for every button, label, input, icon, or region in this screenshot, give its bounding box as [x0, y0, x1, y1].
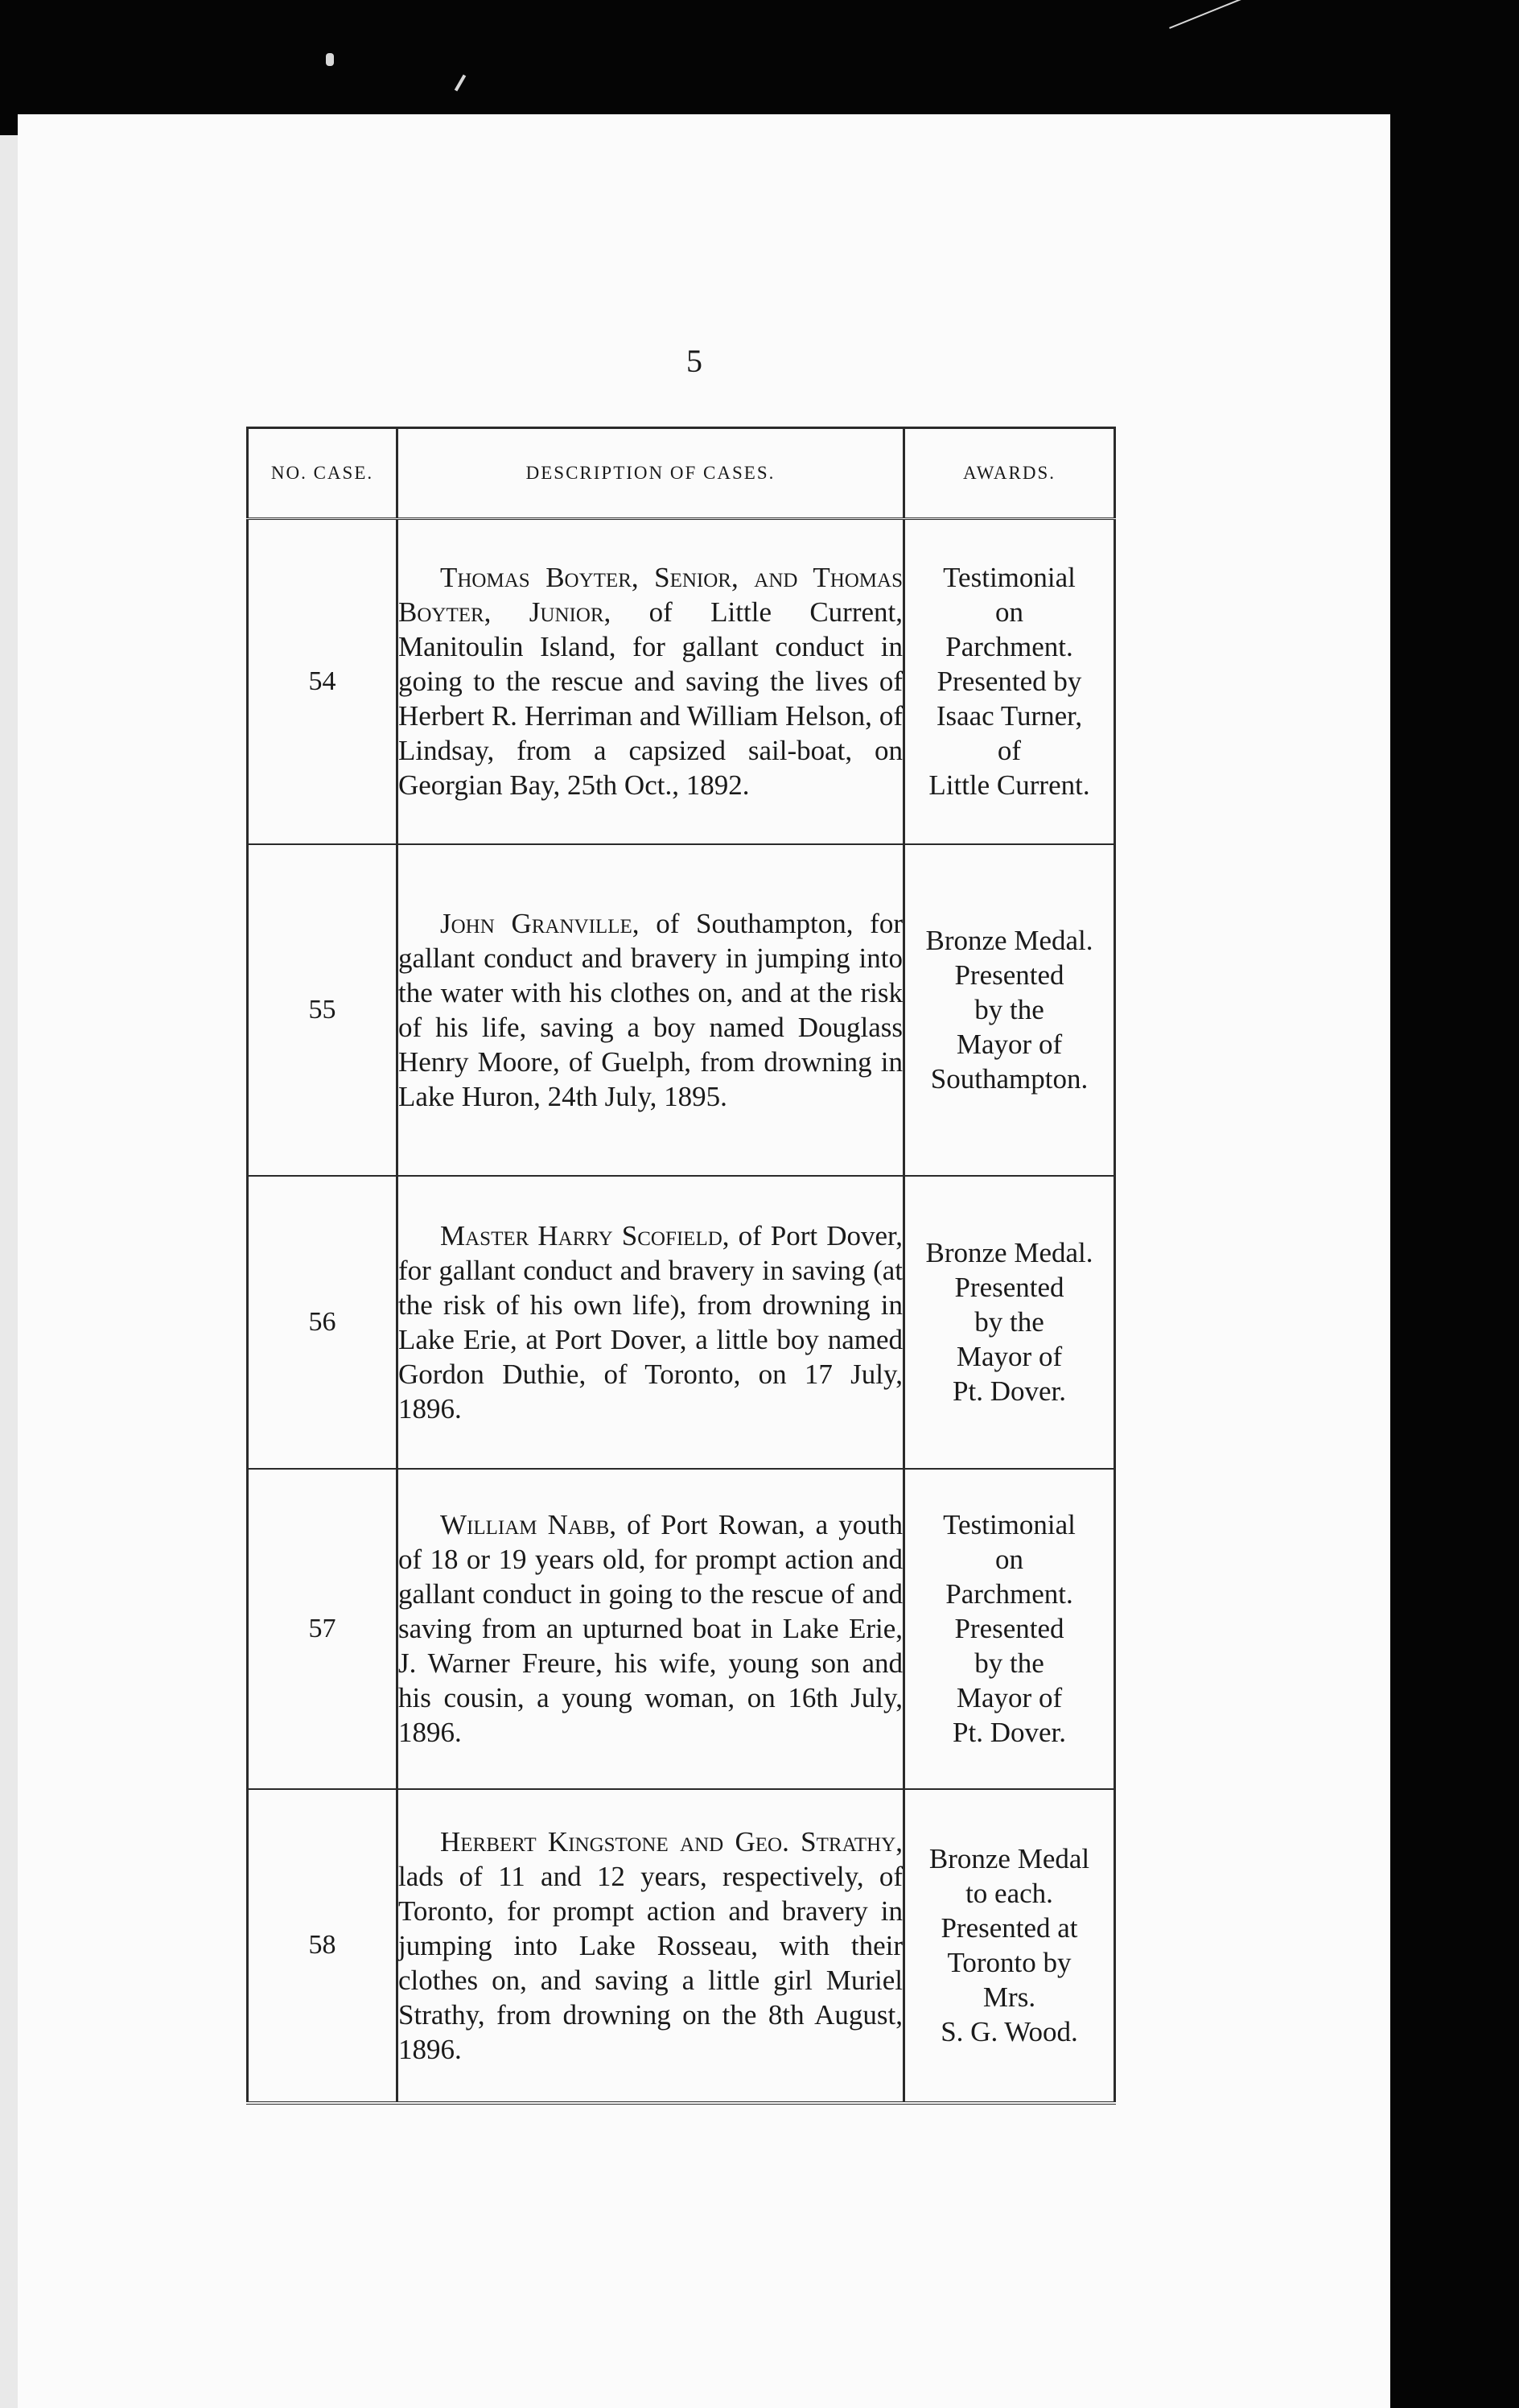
rescuer-name: Herbert Kingstone and Geo. Strathy, — [440, 1825, 903, 1858]
case-description-text: of Little Current, Manitoulin Island, for gallant conduct in going to the rescue and saving the lives of Herbert R. Herriman and William Helson, of Lindsay, from a capsized sail-boat, on Georgian Bay, 25th Oct., 1892. — [398, 596, 904, 802]
award-line: by the — [974, 1306, 1044, 1338]
award-line: on — [995, 1544, 1023, 1575]
header-awards: AWARDS. — [904, 428, 1115, 519]
header-description: DESCRIPTION OF CASES. — [397, 428, 904, 519]
award-line: Presented by — [937, 666, 1082, 698]
awards-table — [246, 427, 1116, 2105]
award-line: Testimonial — [943, 562, 1076, 594]
award-line: Parchment. — [945, 631, 1073, 663]
table-row — [248, 1789, 1115, 2103]
award-line: Little Current. — [928, 769, 1090, 802]
award-line: Mayor of — [956, 1341, 1063, 1372]
award-line: Southampton. — [930, 1063, 1089, 1095]
award-line: Bronze Medal — [928, 1843, 1090, 1874]
rescuer-name: John Granville, — [440, 907, 640, 939]
award-line: by the — [974, 1647, 1044, 1679]
case-number: 57 — [248, 1469, 397, 1789]
previous-page-edge — [0, 135, 18, 2408]
page-number: 5 — [686, 343, 702, 379]
award-line: Mrs. — [982, 1981, 1036, 2013]
award-line: Presented — [954, 1272, 1064, 1303]
award-line: Isaac Turner, — [936, 700, 1083, 732]
award-line: Pt. Dover. — [953, 1717, 1066, 1748]
rescuer-name: Master Harry Scofield, — [440, 1219, 730, 1251]
award-line: Mayor of — [956, 1682, 1063, 1713]
case-description-text: of Port Rowan, a youth of 18 or 19 years old, for prompt action and gallant conduct in going to the rescue of and saving from an upturned boat in Lake Erie, J. Warner Freure, his wife, young son and his cousin, a young woman, on 16th July, 1896. — [398, 1509, 903, 1748]
award-line: on — [995, 596, 1023, 629]
award-line: S. G. Wood. — [941, 2016, 1078, 2047]
table-row — [248, 519, 1115, 844]
table-row — [248, 844, 1115, 1176]
award-line: Pt. Dover. — [953, 1375, 1066, 1407]
award-cell — [904, 1469, 1115, 1789]
case-description-text: lads of 11 and 12 years, respectively, of Toronto, for prompt action and bravery in jumping into Lake Rosseau, with their clothes on, and saving a little girl Muriel Strathy, from drowning on the 8th August, 1896. — [398, 1860, 903, 2065]
scan-scratch — [1169, 0, 1241, 29]
award-line: Parchment. — [945, 1578, 1073, 1610]
award-cell — [904, 1789, 1115, 2103]
case-description-text: of Port Dover, for gallant conduct and bravery in saving (at the risk of his own life), from drowning in Lake Erie, at Port Dover, a little boy named Gordon Duthie, of Toronto, on 17 July, 1896. — [398, 1219, 904, 1425]
case-description — [397, 844, 904, 1176]
rescuer-name: William Nabb, — [440, 1509, 617, 1540]
table-row — [248, 1469, 1115, 1789]
rescuer-name: Thomas Boyter, Senior, and Thomas Boyter, Junior, — [398, 562, 903, 629]
scan-speck — [455, 74, 466, 91]
case-description — [397, 1176, 904, 1469]
case-description-text: of Southampton, for gallant conduct and bravery in jumping into the water with his clothes on, and at the risk of his life, saving a boy named Douglass Henry Moore, of Guelph, from drowning in Lake Huron, 24th July, 1895. — [398, 907, 903, 1112]
award-cell — [904, 844, 1115, 1176]
award-line: of — [997, 735, 1022, 767]
case-number: 56 — [248, 1176, 397, 1469]
award-cell — [904, 1176, 1115, 1469]
case-number: 55 — [248, 844, 397, 1176]
case-number: 58 — [248, 1789, 397, 2103]
award-line: to each. — [965, 1878, 1053, 1909]
award-line: Mayor of — [956, 1029, 1063, 1060]
award-line: Presented at — [941, 1912, 1078, 1944]
header-case-number: NO. CASE. — [248, 428, 397, 519]
award-line: by the — [974, 994, 1044, 1025]
scan-speck — [326, 53, 334, 66]
award-line: Bronze Medal. — [925, 1237, 1093, 1268]
award-line: Toronto by — [947, 1947, 1072, 1978]
award-line: Testimonial — [943, 1509, 1076, 1540]
table-row — [248, 1176, 1115, 1469]
case-description — [397, 1789, 904, 2103]
award-cell — [904, 519, 1115, 844]
case-description — [397, 1469, 904, 1789]
award-line: Presented — [954, 959, 1064, 991]
award-line: Presented — [954, 1613, 1064, 1644]
case-description — [397, 519, 904, 844]
award-line: Bronze Medal. — [925, 925, 1093, 956]
case-number: 54 — [248, 519, 397, 844]
table-header-row — [248, 428, 1115, 519]
